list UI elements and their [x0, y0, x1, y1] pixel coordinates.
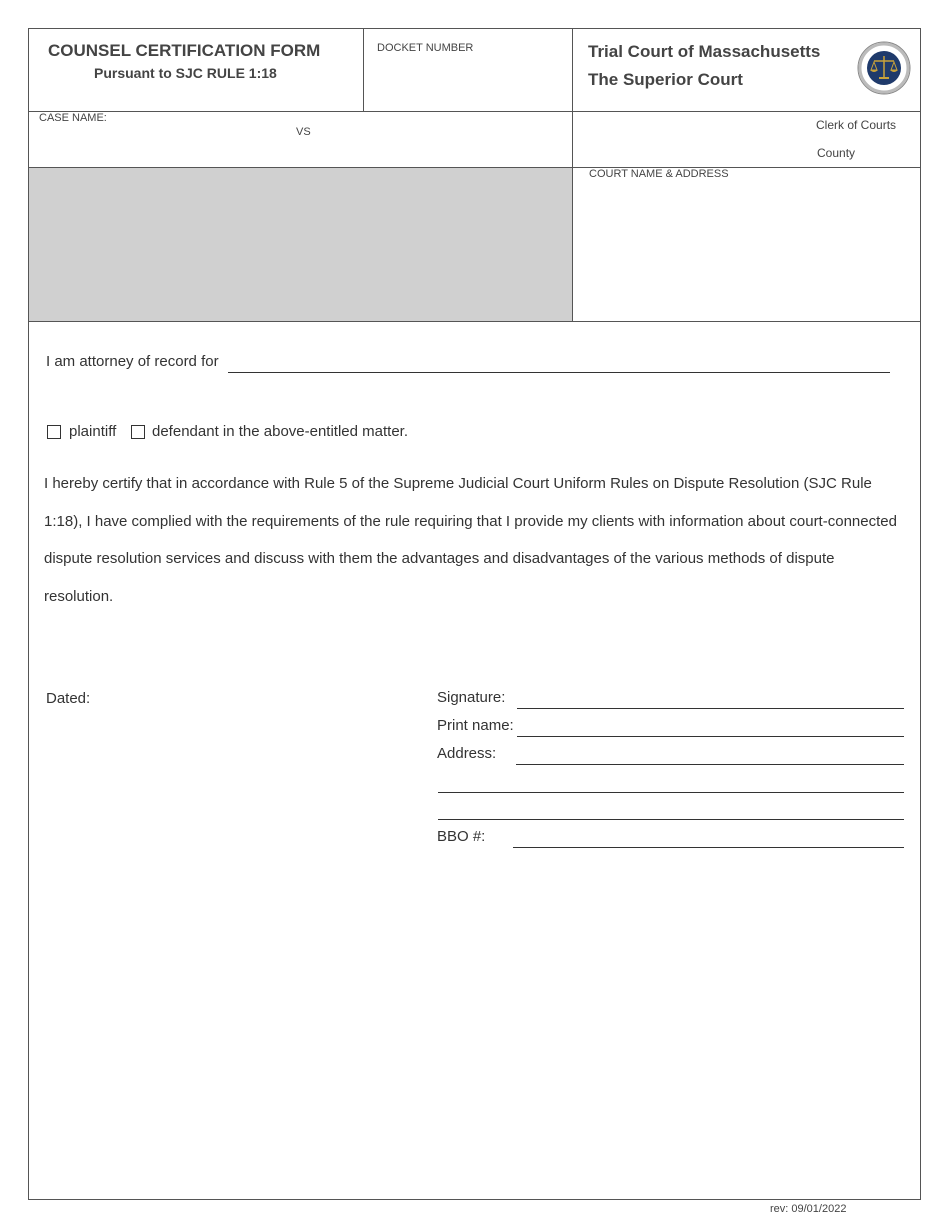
case-party-one-field[interactable]: [40, 125, 280, 161]
plaintiff-checkbox[interactable]: [47, 425, 61, 439]
court-seal-icon: [857, 41, 911, 95]
defendant-label: defendant in the above-entitled matter.: [152, 423, 409, 440]
address-line-2[interactable]: [438, 792, 904, 793]
case-name-label: CASE NAME:: [39, 112, 107, 124]
docket-number-field[interactable]: [364, 60, 571, 110]
signature-line[interactable]: [517, 708, 904, 709]
print-name-label: Print name:: [437, 717, 514, 734]
case-party-two-field[interactable]: [320, 125, 560, 161]
dated-label: Dated:: [46, 690, 91, 707]
info-section-bottom-rule: [28, 321, 921, 322]
court-name-line2: The Superior Court: [588, 70, 743, 89]
bbo-label: BBO #:: [437, 828, 486, 845]
attorney-of-record-line[interactable]: [228, 372, 890, 373]
address-line-1[interactable]: [516, 764, 904, 765]
right-column-divider: [572, 28, 573, 321]
address-label: Address:: [437, 745, 497, 762]
vs-label: VS: [296, 126, 311, 138]
court-address-label: COURT NAME & ADDRESS: [589, 168, 729, 180]
court-name-line1: Trial Court of Massachusetts: [588, 42, 821, 61]
clerk-of-courts-label: Clerk of Courts: [816, 118, 897, 132]
plaintiff-label: plaintiff: [69, 423, 117, 440]
court-address-field[interactable]: [585, 185, 915, 315]
header-bottom-rule: [28, 111, 921, 112]
attorney-of-record-label: I am attorney of record for: [46, 353, 219, 370]
form-title: COUNSEL CERTIFICATION FORM: [48, 41, 321, 60]
bbo-line[interactable]: [513, 847, 904, 848]
revision-date: rev: 09/01/2022: [770, 1203, 847, 1215]
address-line-3[interactable]: [438, 819, 904, 820]
county-field[interactable]: [585, 140, 810, 162]
defendant-checkbox[interactable]: [131, 425, 145, 439]
docket-number-label: DOCKET NUMBER: [377, 42, 474, 54]
signature-label: Signature:: [437, 689, 506, 706]
form-subtitle: Pursuant to SJC RULE 1:18: [94, 65, 277, 81]
certification-paragraph: I hereby certify that in accordance with Rule 5 of the Supreme Judicial Court Uniform Rules on Dispute Resolution (SJC Rule 1:18), I have complied with the requirements of the rule requiring that I provide my clients with information about court-connected dispute resolution services and discuss with them the advantages and disadvantages of the various methods of dispute resolution.: [44, 475, 897, 605]
county-label: County: [817, 146, 856, 160]
shaded-block: [29, 168, 572, 321]
print-name-line[interactable]: [517, 736, 904, 737]
